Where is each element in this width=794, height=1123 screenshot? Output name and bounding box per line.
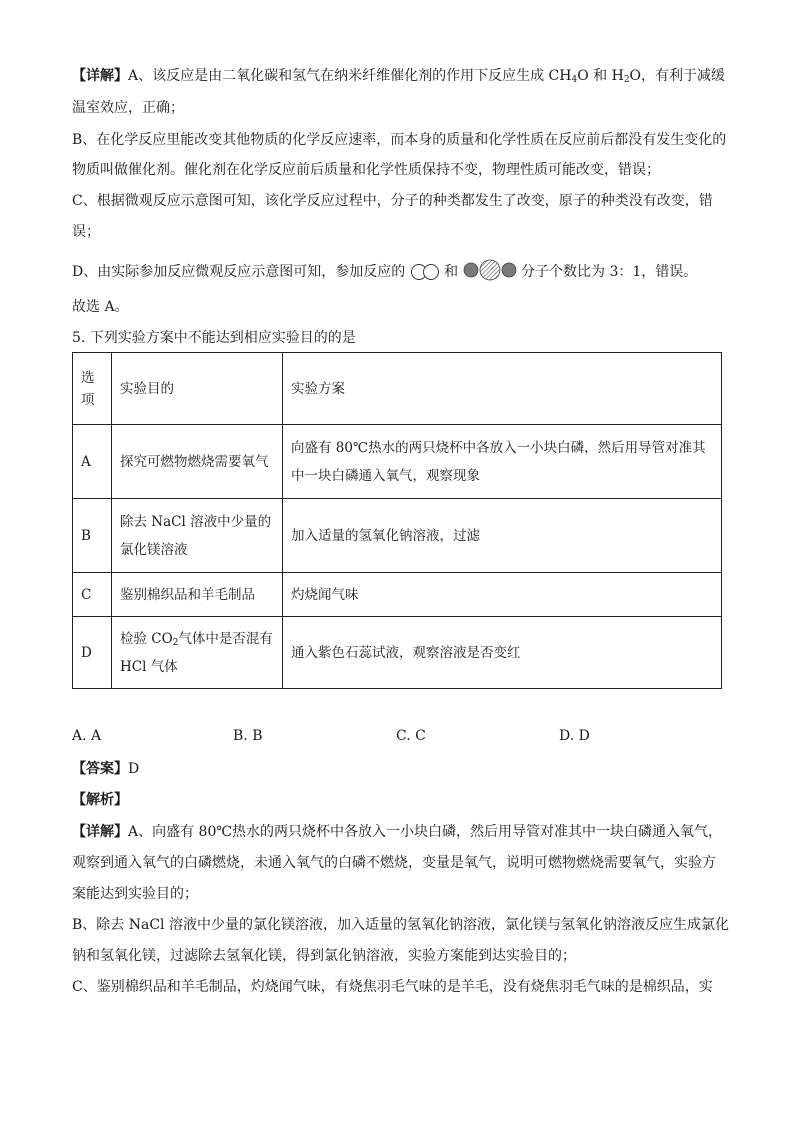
experiment-table (72, 352, 722, 689)
detail-b-line1: B、在化学反应里能改变其他物质的化学反应速率，而本身的质量和化学性质在反应前后都没有发生变化的 (72, 132, 727, 148)
detail-conclusion: 故选 A。 (72, 299, 129, 315)
subscript: 4 (571, 75, 578, 85)
text: O 和 H (577, 68, 624, 84)
analysis-label (72, 790, 128, 810)
row-goal (112, 617, 283, 689)
row-option: A (73, 425, 112, 499)
choice-a: A. A (72, 728, 102, 744)
row-plan: 通入紫色石蕊试液，观察溶液是否变红 (283, 617, 722, 689)
row-goal: 除去 NaCl 溶液中少量的氯化镁溶液 (112, 499, 283, 573)
detail-b-line2: 物质叫做催化剂。催化剂在化学反应前后质量和化学性质保持不变，物理性质可能改变，错误； (72, 162, 660, 178)
header-option: 选项 (73, 353, 112, 425)
answer-detail-b-line1: B、除去 NaCl 溶液中少量的氯化镁溶液，加入适量的氢氧化钠溶液，氯化镁与氢氧化钠溶液反应生成氯化 (72, 917, 729, 933)
choice-d: D. D (559, 728, 590, 744)
answer-detail-b-line2: 钠和氢氧化镁，过滤除去氢氧化镁，得到氯化钠溶液，实验方案能到达实验目的； (72, 948, 576, 964)
row-goal: 鉴别棉织品和羊毛制品 (112, 573, 283, 617)
answer-value: D (128, 761, 140, 777)
text: 分子个数比为 3：1，错误。 (521, 264, 698, 280)
text: 检验 CO (120, 630, 173, 647)
answer-line (72, 759, 139, 779)
table-row (73, 499, 722, 573)
text: D、由实际参加反应微观反应示意图可知，参加反应的 (72, 264, 406, 280)
question-title: 5. 下列实验方案中不能达到相应实验目的的是 (72, 330, 356, 346)
text: 气体中是否混有 HCl 气体 (120, 630, 273, 675)
row-option: B (73, 499, 112, 573)
hydrogen-molecule-icon (410, 263, 440, 281)
detail-a-line2: 温室效应，正确； (72, 100, 184, 116)
answer-label: 【答案】 (72, 761, 128, 777)
detail-tag: 【详解】 (72, 824, 128, 840)
text: A、向盛有 80℃热水的两只烧杯中各放入一小块白磷，然后用导管对准其中一块白磷通入氧气， (128, 824, 723, 840)
header-goal: 实验目的 (112, 353, 283, 425)
answer-detail-a-line3: 案能达到实验目的； (72, 886, 198, 902)
text: O，有利于减缓 (629, 68, 726, 84)
text: A、该反应是由二氧化碳和氢气在纳米纤维催化剂的作用下反应生成 CH (128, 68, 572, 84)
detail-a-line1 (72, 66, 725, 86)
answer-detail-c-line1: C、鉴别棉织品和羊毛制品，灼烧闻气味，有烧焦羽毛气味的是羊毛，没有烧焦羽毛气味的是棉织品，实 (72, 979, 713, 995)
choice-b: B. B (233, 728, 263, 744)
analysis-tag: 【解析】 (72, 792, 128, 808)
table-row (73, 425, 722, 499)
row-plan: 灼烧闻气味 (283, 573, 722, 617)
table-header-row (73, 353, 722, 425)
answer-detail-a-line2: 观察到通入氧气的白磷燃烧，未通入氧气的白磷不燃烧，变量是氧气，说明可燃物燃烧需要氧气，实验方 (72, 855, 716, 871)
row-plan: 加入适量的氢氧化钠溶液，过滤 (283, 499, 722, 573)
detail-d-line (72, 259, 697, 282)
row-goal: 探究可燃物燃烧需要氧气 (112, 425, 283, 499)
table-row (73, 617, 722, 689)
carbon-dioxide-molecule-icon (463, 259, 517, 281)
table-row (73, 573, 722, 617)
row-option: D (73, 617, 112, 689)
row-plan: 向盛有 80℃热水的两只烧杯中各放入一小块白磷，然后用导管对准其中一块白磷通入氧气，观察现象 (283, 425, 722, 499)
detail-c-line2: 误； (72, 224, 100, 240)
subscript: 2 (623, 75, 630, 85)
detail-c-line1: C、根据微观反应示意图可知，该化学反应过程中，分子的种类都发生了改变，原子的种类没有改变，错 (72, 193, 713, 209)
subscript: 2 (172, 637, 179, 648)
detail-tag: 【详解】 (72, 68, 128, 84)
choice-c: C. C (396, 728, 426, 744)
row-option: C (73, 573, 112, 617)
answer-detail-a-line1 (72, 822, 722, 842)
header-plan: 实验方案 (283, 353, 722, 425)
text: 和 (444, 264, 459, 280)
